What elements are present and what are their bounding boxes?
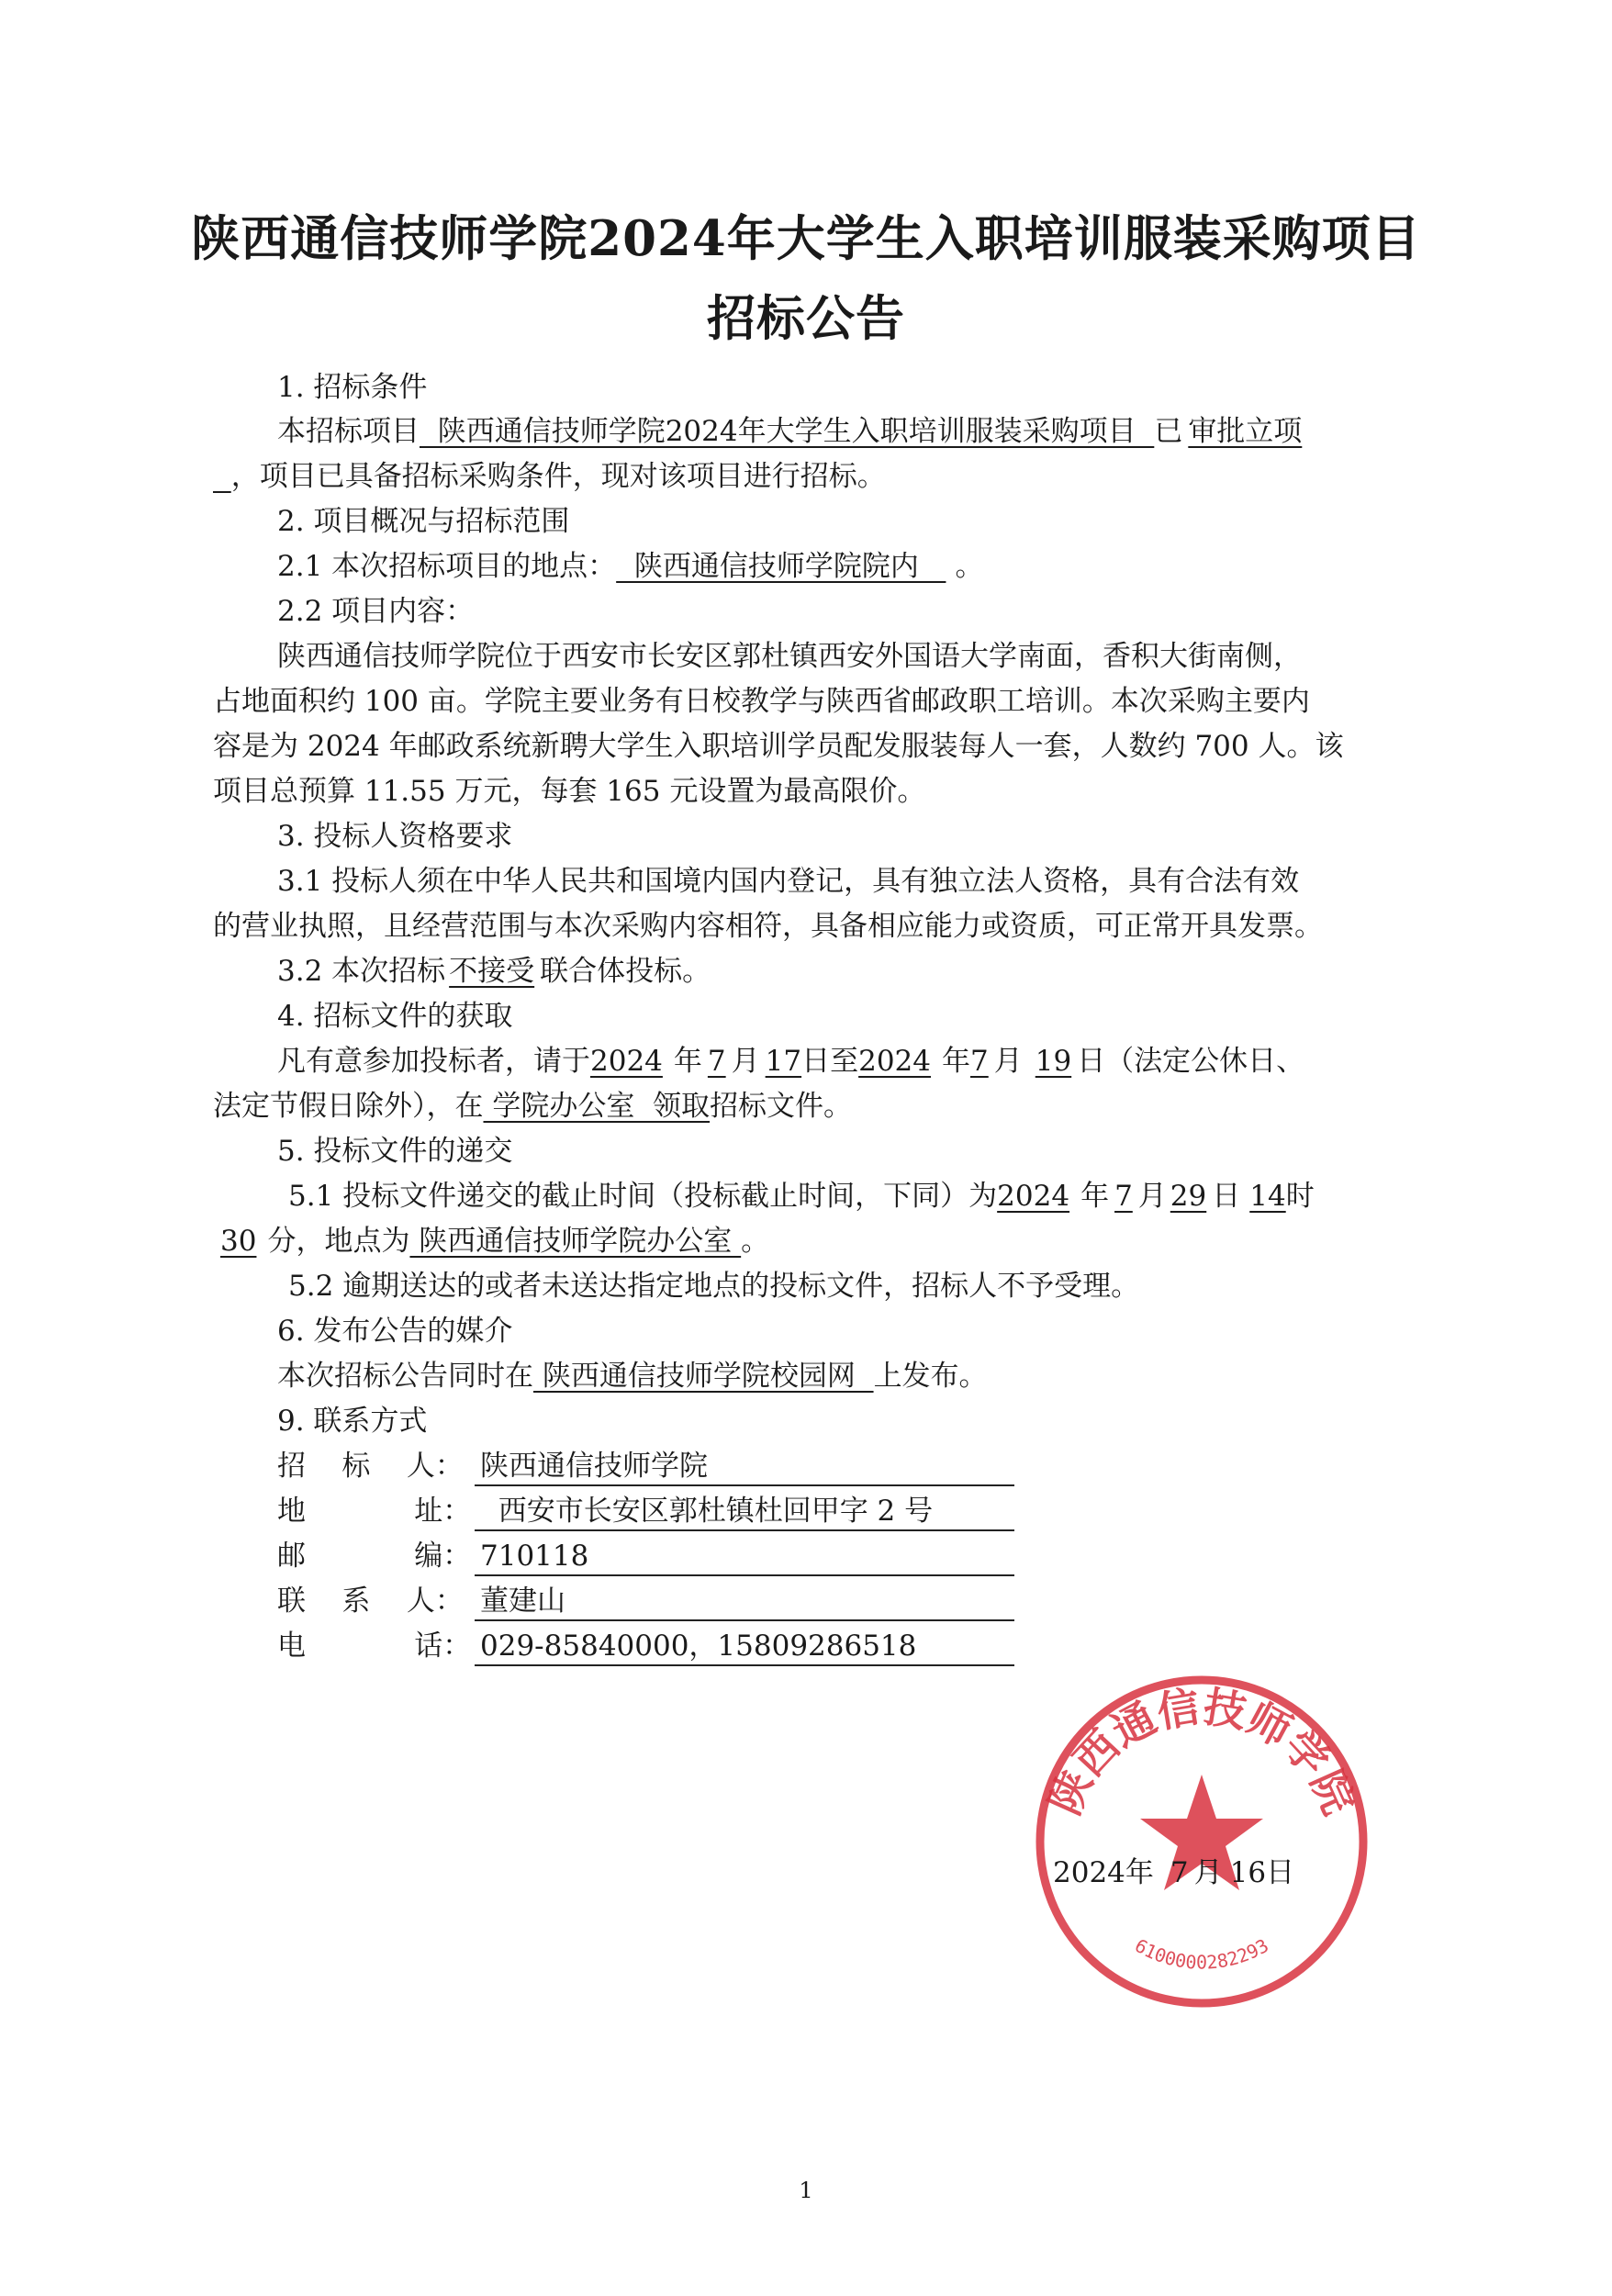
contact-value: 西安市长安区郭杜镇杜回甲字 2 号: [475, 1493, 1014, 1531]
sub-month: 7: [1114, 1180, 1133, 1213]
acq-line-1-end: 日（法定公休日、: [1077, 1045, 1305, 1078]
contact-row-postcode: [277, 1538, 1014, 1576]
section-1-mid: 已: [1154, 415, 1183, 448]
sub-shi: 时: [1285, 1180, 1315, 1213]
acq-line-2-end: 招标文件。: [710, 1090, 853, 1123]
section-1-heading: 1. 招标条件: [277, 371, 428, 404]
sub-hour: 14: [1249, 1180, 1286, 1213]
contact-label: 地 址：: [277, 1495, 472, 1528]
section-1-line-2: [213, 458, 886, 495]
date-month: 7: [1170, 1856, 1189, 1889]
acq-end-year: 2024: [858, 1045, 931, 1078]
project-name-field: 陕西通信技师学院2024年大学生入职培训服装采购项目: [420, 415, 1155, 448]
section-1-rest: ，项目已具备招标采购条件，现对该项目进行招标。: [230, 460, 886, 493]
section-9-heading: 9. 联系方式: [277, 1405, 428, 1438]
qualification-line-2: 的营业执照，且经营范围与本次采购内容相符，具备相应能力或资质，可正常开具发票。: [213, 910, 1323, 943]
acq-end-month: 7: [970, 1045, 989, 1078]
document-title-line-2: 招标公告: [707, 290, 905, 347]
document-title-line-1: 陕西通信技师学院2024年大学生入职培训服装采购项目: [191, 210, 1421, 267]
media-line: [277, 1358, 988, 1394]
contact-row-address: [277, 1493, 1014, 1531]
contact-value: 董建山: [475, 1583, 1014, 1621]
media-pre: 本次招标公告同时在: [277, 1360, 533, 1393]
acq-start-month: 7: [707, 1045, 726, 1078]
sub-ri: 日: [1212, 1180, 1241, 1213]
acq-nian-2: 年: [942, 1045, 970, 1078]
acq-yue-2: 月: [993, 1045, 1023, 1078]
seal-code: 6100000282293: [1131, 1933, 1272, 1974]
qualification-line-1: 3.1 投标人须在中华人民共和国境内国内登记，具有独立法人资格，具有合法有效: [277, 865, 1300, 898]
section-2-1-line: [277, 548, 983, 585]
late-submission-line: 5.2 逾期送达的或者未送达指定地点的投标文件，招标人不予受理。: [288, 1270, 1140, 1303]
acq-nian-1: 年: [673, 1045, 702, 1078]
document-acquisition-line-2: [213, 1088, 852, 1125]
submission-line-1: [288, 1178, 1315, 1215]
date-day: 16: [1229, 1856, 1267, 1889]
contact-value: 710118: [475, 1538, 1014, 1576]
section-2-2-heading: 2.2 项目内容：: [277, 595, 475, 628]
acq-rizhi: 日至: [801, 1045, 859, 1078]
contact-value: 陕西通信技师学院: [475, 1448, 1014, 1486]
sub-minute: 30: [220, 1225, 257, 1258]
contact-value: 029-85840000，15809286518: [475, 1628, 1014, 1666]
acq-start-day: 17: [765, 1045, 802, 1078]
section-1-line-1: [277, 413, 1302, 450]
project-content-line-4: 项目总预算 11.55 万元，每套 165 元设置为最高限价。: [213, 775, 926, 808]
section-3-2-line: [277, 953, 711, 990]
media-field: 陕西通信技师学院校园网: [533, 1360, 874, 1393]
sub-line-2-mid: 分，地点为: [267, 1225, 410, 1258]
contact-label: 电 话：: [277, 1630, 472, 1663]
acq-line-2-pre: 法定节假日除外），在: [213, 1090, 484, 1123]
project-content-line-3: 容是为 2024 年邮政系统新聘大学生入职培训学员配发服装每人一套，人数约 700 人。该: [213, 730, 1344, 763]
contact-label: 邮 编：: [277, 1540, 472, 1573]
consortium-field: 不接受: [449, 955, 535, 988]
acq-start-year: 2024: [590, 1045, 663, 1078]
project-content-line-2: 占地面积约 100 亩。学院主要业务有日校教学与陕西省邮政职工培训。本次采购主要内: [213, 685, 1310, 718]
contact-row-phone: [277, 1628, 1014, 1666]
contact-label: 招 标 人：: [277, 1450, 464, 1483]
sub-day: 29: [1170, 1180, 1207, 1213]
project-content-line-1: 陕西通信技师学院位于西安市长安区郭杜镇西安外国语大学南面，香积大街南侧，: [277, 640, 1302, 673]
contact-row-contact-person: [277, 1583, 1014, 1621]
section-3-2-end: 联合体投标。: [540, 955, 711, 988]
signature-date: [1053, 1854, 1294, 1891]
sub-year: 2024: [997, 1180, 1070, 1213]
section-5-heading: 5. 投标文件的递交: [277, 1135, 513, 1168]
section-1-pre: 本招标项目: [277, 415, 420, 448]
contact-label: 联 系 人：: [277, 1585, 464, 1618]
acq-place-field: 学院办公室 领取: [483, 1090, 711, 1123]
submission-line-2: [220, 1223, 769, 1260]
approval-status-field: 审批立项: [1188, 415, 1303, 448]
acq-pre: 凡有意参加投标者，请于: [277, 1045, 590, 1078]
approval-blank-field: [213, 460, 231, 493]
section-2-1-pre: 2.1 本次招标项目的地点：: [277, 550, 617, 583]
section-4-heading: 4. 招标文件的获取: [277, 1000, 513, 1033]
official-seal: [1026, 1666, 1377, 2017]
sub-place-field: 陕西通信技师学院办公室: [409, 1225, 742, 1258]
date-nian: 年: [1125, 1856, 1154, 1889]
project-location-field: 陕西通信技师学院院内: [616, 550, 946, 583]
section-6-heading: 6. 发布公告的媒介: [277, 1315, 513, 1348]
contact-row-tenderer: [277, 1448, 1014, 1486]
sub-line-2-end: 。: [741, 1225, 770, 1258]
document-acquisition-line-1: [277, 1043, 1304, 1080]
date-year: 2024: [1053, 1856, 1125, 1889]
acq-yue-1: 月: [731, 1045, 760, 1078]
acq-end-day: 19: [1035, 1045, 1072, 1078]
sub-yue: 月: [1137, 1180, 1167, 1213]
svg-text:6100000282293: [1131, 1934, 1272, 1974]
sub-nian: 年: [1080, 1180, 1110, 1213]
media-end: 上发布。: [873, 1360, 988, 1393]
date-yue: 月: [1193, 1856, 1223, 1889]
page-number: 1: [799, 2178, 813, 2203]
section-2-1-end: 。: [955, 550, 984, 583]
date-ri: 日: [1266, 1856, 1295, 1889]
section-2-heading: 2. 项目概况与招标范围: [277, 505, 570, 538]
sub-pre: 5.1 投标文件递交的截止时间（投标截止时间，下同）为: [288, 1180, 998, 1213]
section-3-heading: 3. 投标人资格要求: [277, 820, 513, 853]
section-3-2-pre: 3.2 本次招标: [277, 955, 446, 988]
seal-ring-text: 陕西通信技师学院: [1039, 1681, 1364, 1822]
